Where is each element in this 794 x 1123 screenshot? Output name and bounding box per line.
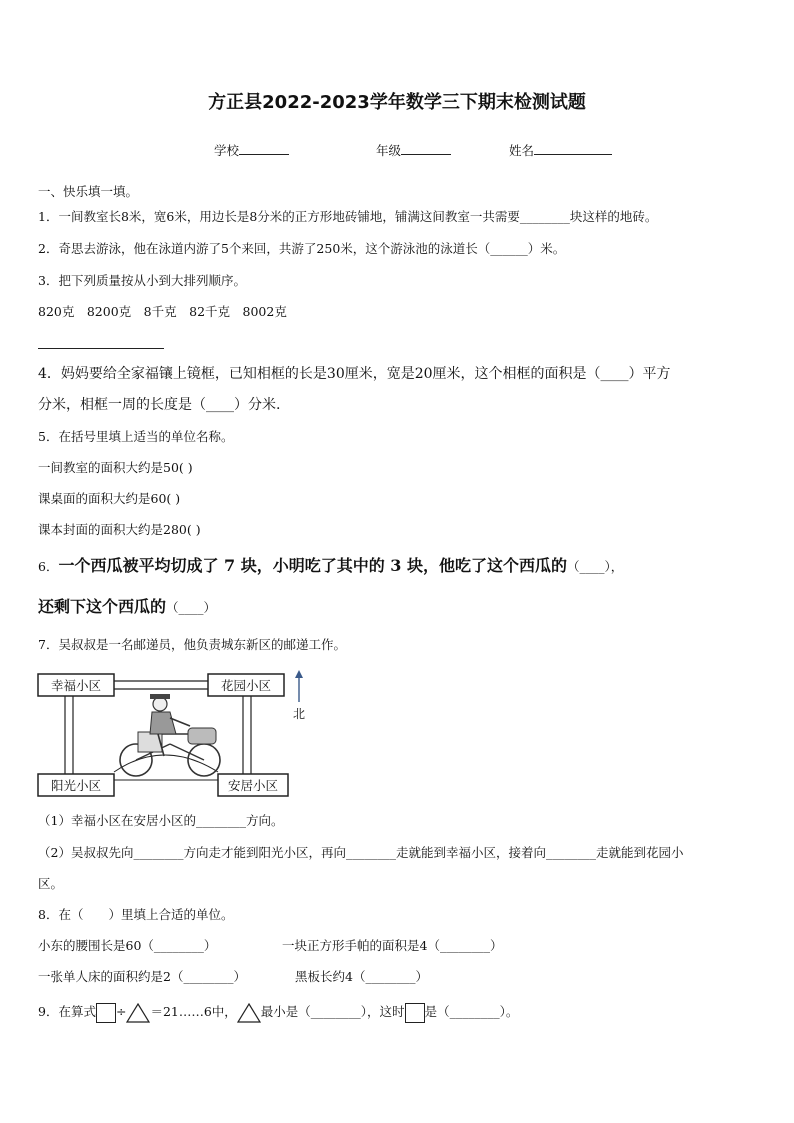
question-3: 3．把下列质量按从小到大排列顺序。 [38, 273, 246, 288]
postman-on-bicycle-icon [120, 694, 220, 776]
school-field [214, 141, 289, 159]
triangle-symbol-icon [237, 1003, 261, 1023]
grade-blank[interactable] [401, 143, 451, 155]
section-heading: 一、快乐填一填。 [38, 184, 139, 199]
label-xingfu: 幸福小区 [50, 678, 102, 693]
triangle-symbol-icon [126, 1003, 150, 1023]
question-8: 8．在（ ）里填上合适的单位。 [38, 907, 234, 922]
question-7-2-line2: 区。 [38, 876, 64, 891]
question-6-number: 6． [38, 559, 59, 574]
school-label: 学校 [214, 143, 240, 158]
question-9-suffix: 是（________）。 [424, 1004, 519, 1019]
question-7-2-line1: （2）吴叔叔先向________方向走才能到阳光小区，再向________走就能到幸福小区，接着向________走就能到花园小 [38, 845, 684, 860]
name-blank[interactable] [534, 143, 612, 155]
label-anju: 安居小区 [227, 778, 279, 793]
grade-field [376, 141, 451, 159]
question-5: 5．在括号里填上适当的单位名称。 [38, 429, 234, 444]
question-9-mid: ＝21……6中， [150, 1004, 237, 1019]
question-4-line1: 4．妈妈要给全家福镶上镜框，已知相框的长是30厘米，宽是20厘米，这个相框的面积是（____）平方 [38, 366, 671, 382]
name-field [509, 141, 612, 159]
question-1: 1．一间教室长8米，宽6米，用边长是8分米的正方形地砖铺地，铺满这间教室一共需要________块这样的地砖。 [38, 209, 658, 224]
question-5-a: 一间教室的面积大约是50( ) [38, 460, 193, 475]
question-6-blank1: （____）， [567, 559, 624, 574]
question-6-line2 [38, 594, 216, 617]
question-4-line2: 分米，相框一周的长度是（____）分米. [38, 397, 281, 413]
label-north: 北 [292, 707, 306, 721]
label-yangguang: 阳光小区 [50, 778, 102, 793]
square-symbol-icon [405, 1003, 425, 1023]
question-8-c: 一张单人床的面积约是2（________） [38, 969, 246, 984]
question-6-blank2: （____） [166, 600, 217, 615]
question-9-mid2: 最小是（________），这时 [260, 1004, 405, 1019]
grade-label: 年级 [376, 143, 402, 158]
community-map [34, 668, 324, 803]
square-symbol-icon [96, 1003, 116, 1023]
question-5-b: 课桌面的面积大约是60( ) [38, 491, 181, 506]
road-curve [114, 755, 218, 772]
question-8-d: 黑板长约4（________） [295, 969, 428, 984]
question-7-1: （1）幸福小区在安居小区的________方向。 [38, 813, 284, 828]
question-9 [38, 1001, 518, 1023]
question-9-prefix: 9．在算式 [38, 1004, 96, 1019]
name-label: 姓名 [509, 143, 535, 158]
question-3-items: 820克 8200克 8千克 82千克 8002克 [38, 304, 287, 319]
page-title: 方正县2022-2023学年数学三下期末检测试题 [208, 92, 586, 113]
question-6-text2: 还剩下这个西瓜的 [38, 597, 167, 616]
question-6-line1 [38, 553, 623, 576]
question-5-c: 课本封面的面积大约是280( ) [38, 522, 201, 537]
school-blank[interactable] [239, 143, 289, 155]
question-8-a: 小东的腰围长是60（________） [38, 938, 217, 953]
label-huayuan: 花园小区 [220, 678, 272, 693]
question-2: 2．奇思去游泳，他在泳道内游了5个来回，共游了250米，这个游泳池的泳道长（______）米。 [38, 241, 566, 256]
question-9-div: ÷ [115, 1004, 127, 1019]
answer-line [38, 348, 164, 349]
question-8-b: 一块正方形手帕的面积是4（________） [282, 938, 503, 953]
question-7: 7．吴叔叔是一名邮递员，他负责城东新区的邮递工作。 [38, 637, 346, 652]
north-arrow-icon [295, 670, 303, 702]
question-6-text: 一个西瓜被平均切成了 7 块，小明吃了其中的 3 块，他吃了这个西瓜的 [58, 556, 568, 575]
